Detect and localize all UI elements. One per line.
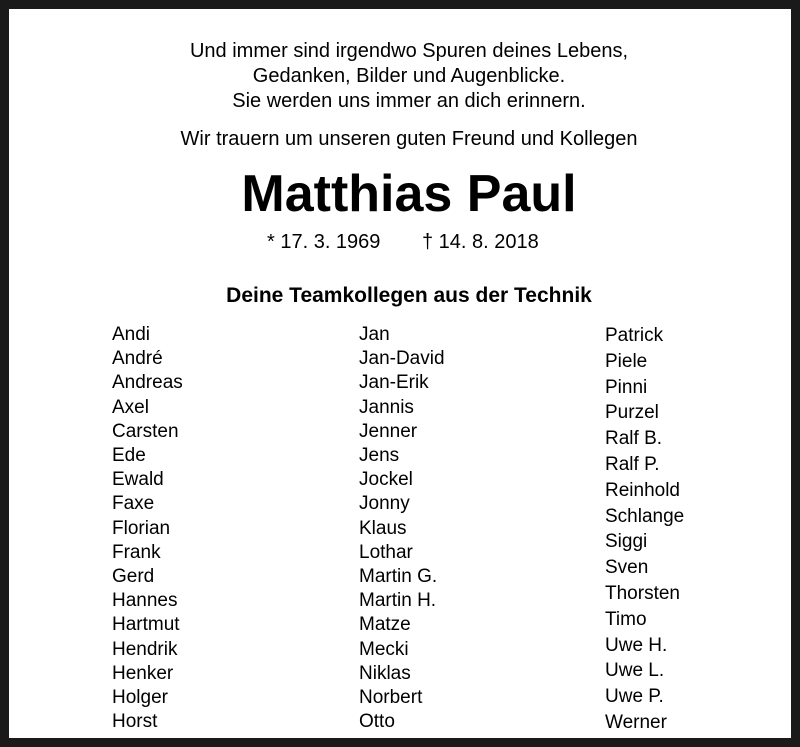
colleague-name: Gerd <box>112 566 155 588</box>
colleague-name: Klaus <box>359 517 407 539</box>
colleague-name: Uwe P. <box>605 686 664 708</box>
poem-line: Gedanken, Bilder und Augenblicke. <box>252 65 566 87</box>
colleague-name: Holger <box>112 687 168 709</box>
colleague-name: Siggi <box>605 531 648 553</box>
colleague-name: Jannis <box>359 396 414 418</box>
colleague-name: Timo <box>605 608 647 630</box>
team-heading: Deine Teamkollegen aus der Technik <box>226 284 592 307</box>
colleague-name: Matze <box>359 614 411 636</box>
names-column-3 <box>605 323 684 736</box>
colleague-name: Uwe H. <box>605 634 668 656</box>
birth-date: * 17. 3. 1969 <box>267 231 381 253</box>
colleague-name: Jenner <box>359 420 418 442</box>
colleague-name: Sven <box>605 557 649 579</box>
colleague-name: Uwe L. <box>605 660 665 682</box>
colleague-name: Schlange <box>605 505 685 527</box>
colleague-name: Ede <box>112 445 146 467</box>
colleague-name: Martin G. <box>359 566 438 588</box>
colleague-name: Mecki <box>359 638 409 660</box>
colleague-name: Andreas <box>112 372 183 394</box>
names-column-1 <box>112 323 183 734</box>
colleague-name: Andi <box>112 324 151 345</box>
colleague-name: Florian <box>112 517 171 539</box>
colleague-name: André <box>112 348 163 370</box>
colleague-name: Hartmut <box>112 614 180 636</box>
colleague-name: Jens <box>359 445 400 467</box>
colleague-name: Axel <box>112 396 149 418</box>
colleague-name: Ralf P. <box>605 453 660 475</box>
colleague-name: Jockel <box>359 469 413 491</box>
colleague-name: Norbert <box>359 687 423 709</box>
colleague-name: Piele <box>605 350 648 372</box>
colleague-name: Hendrik <box>112 638 178 660</box>
death-date: † 14. 8. 2018 <box>422 231 539 253</box>
colleague-name: Patrick <box>605 325 664 346</box>
colleague-name: Werner <box>605 711 667 733</box>
colleague-name: Faxe <box>112 493 155 515</box>
colleague-name: Niklas <box>359 662 411 684</box>
colleague-name: Jonny <box>359 493 410 515</box>
colleague-name: Martin H. <box>359 590 437 612</box>
colleague-name: Frank <box>112 541 161 563</box>
colleague-name: Thorsten <box>605 582 680 604</box>
colleague-name: Reinhold <box>605 479 680 501</box>
colleague-name: Carsten <box>112 420 179 442</box>
colleague-name: Henker <box>112 662 174 684</box>
colleague-name: Purzel <box>605 402 659 424</box>
colleague-name: Lothar <box>359 541 413 563</box>
colleague-name: Otto <box>359 711 395 733</box>
poem-line: Sie werden uns immer an dich erinnern. <box>232 90 586 112</box>
colleague-name: Horst <box>112 711 158 733</box>
colleague-name: Ewald <box>112 469 164 491</box>
poem <box>9 39 800 114</box>
colleague-name: Jan <box>359 324 390 345</box>
names-column-2 <box>359 323 445 734</box>
deceased-name: Matthias Paul <box>241 165 577 223</box>
poem-line: Und immer sind irgendwo Spuren deines Lebens, <box>189 40 629 62</box>
colleague-name: Hannes <box>112 590 178 612</box>
colleague-name: Pinni <box>605 376 648 398</box>
colleague-name: Ralf B. <box>605 428 663 450</box>
colleague-name: Jan-Erik <box>359 372 429 394</box>
colleague-name: Jan-David <box>359 348 445 370</box>
intro-text: Wir trauern um unseren guten Freund und Kollegen <box>180 128 638 150</box>
